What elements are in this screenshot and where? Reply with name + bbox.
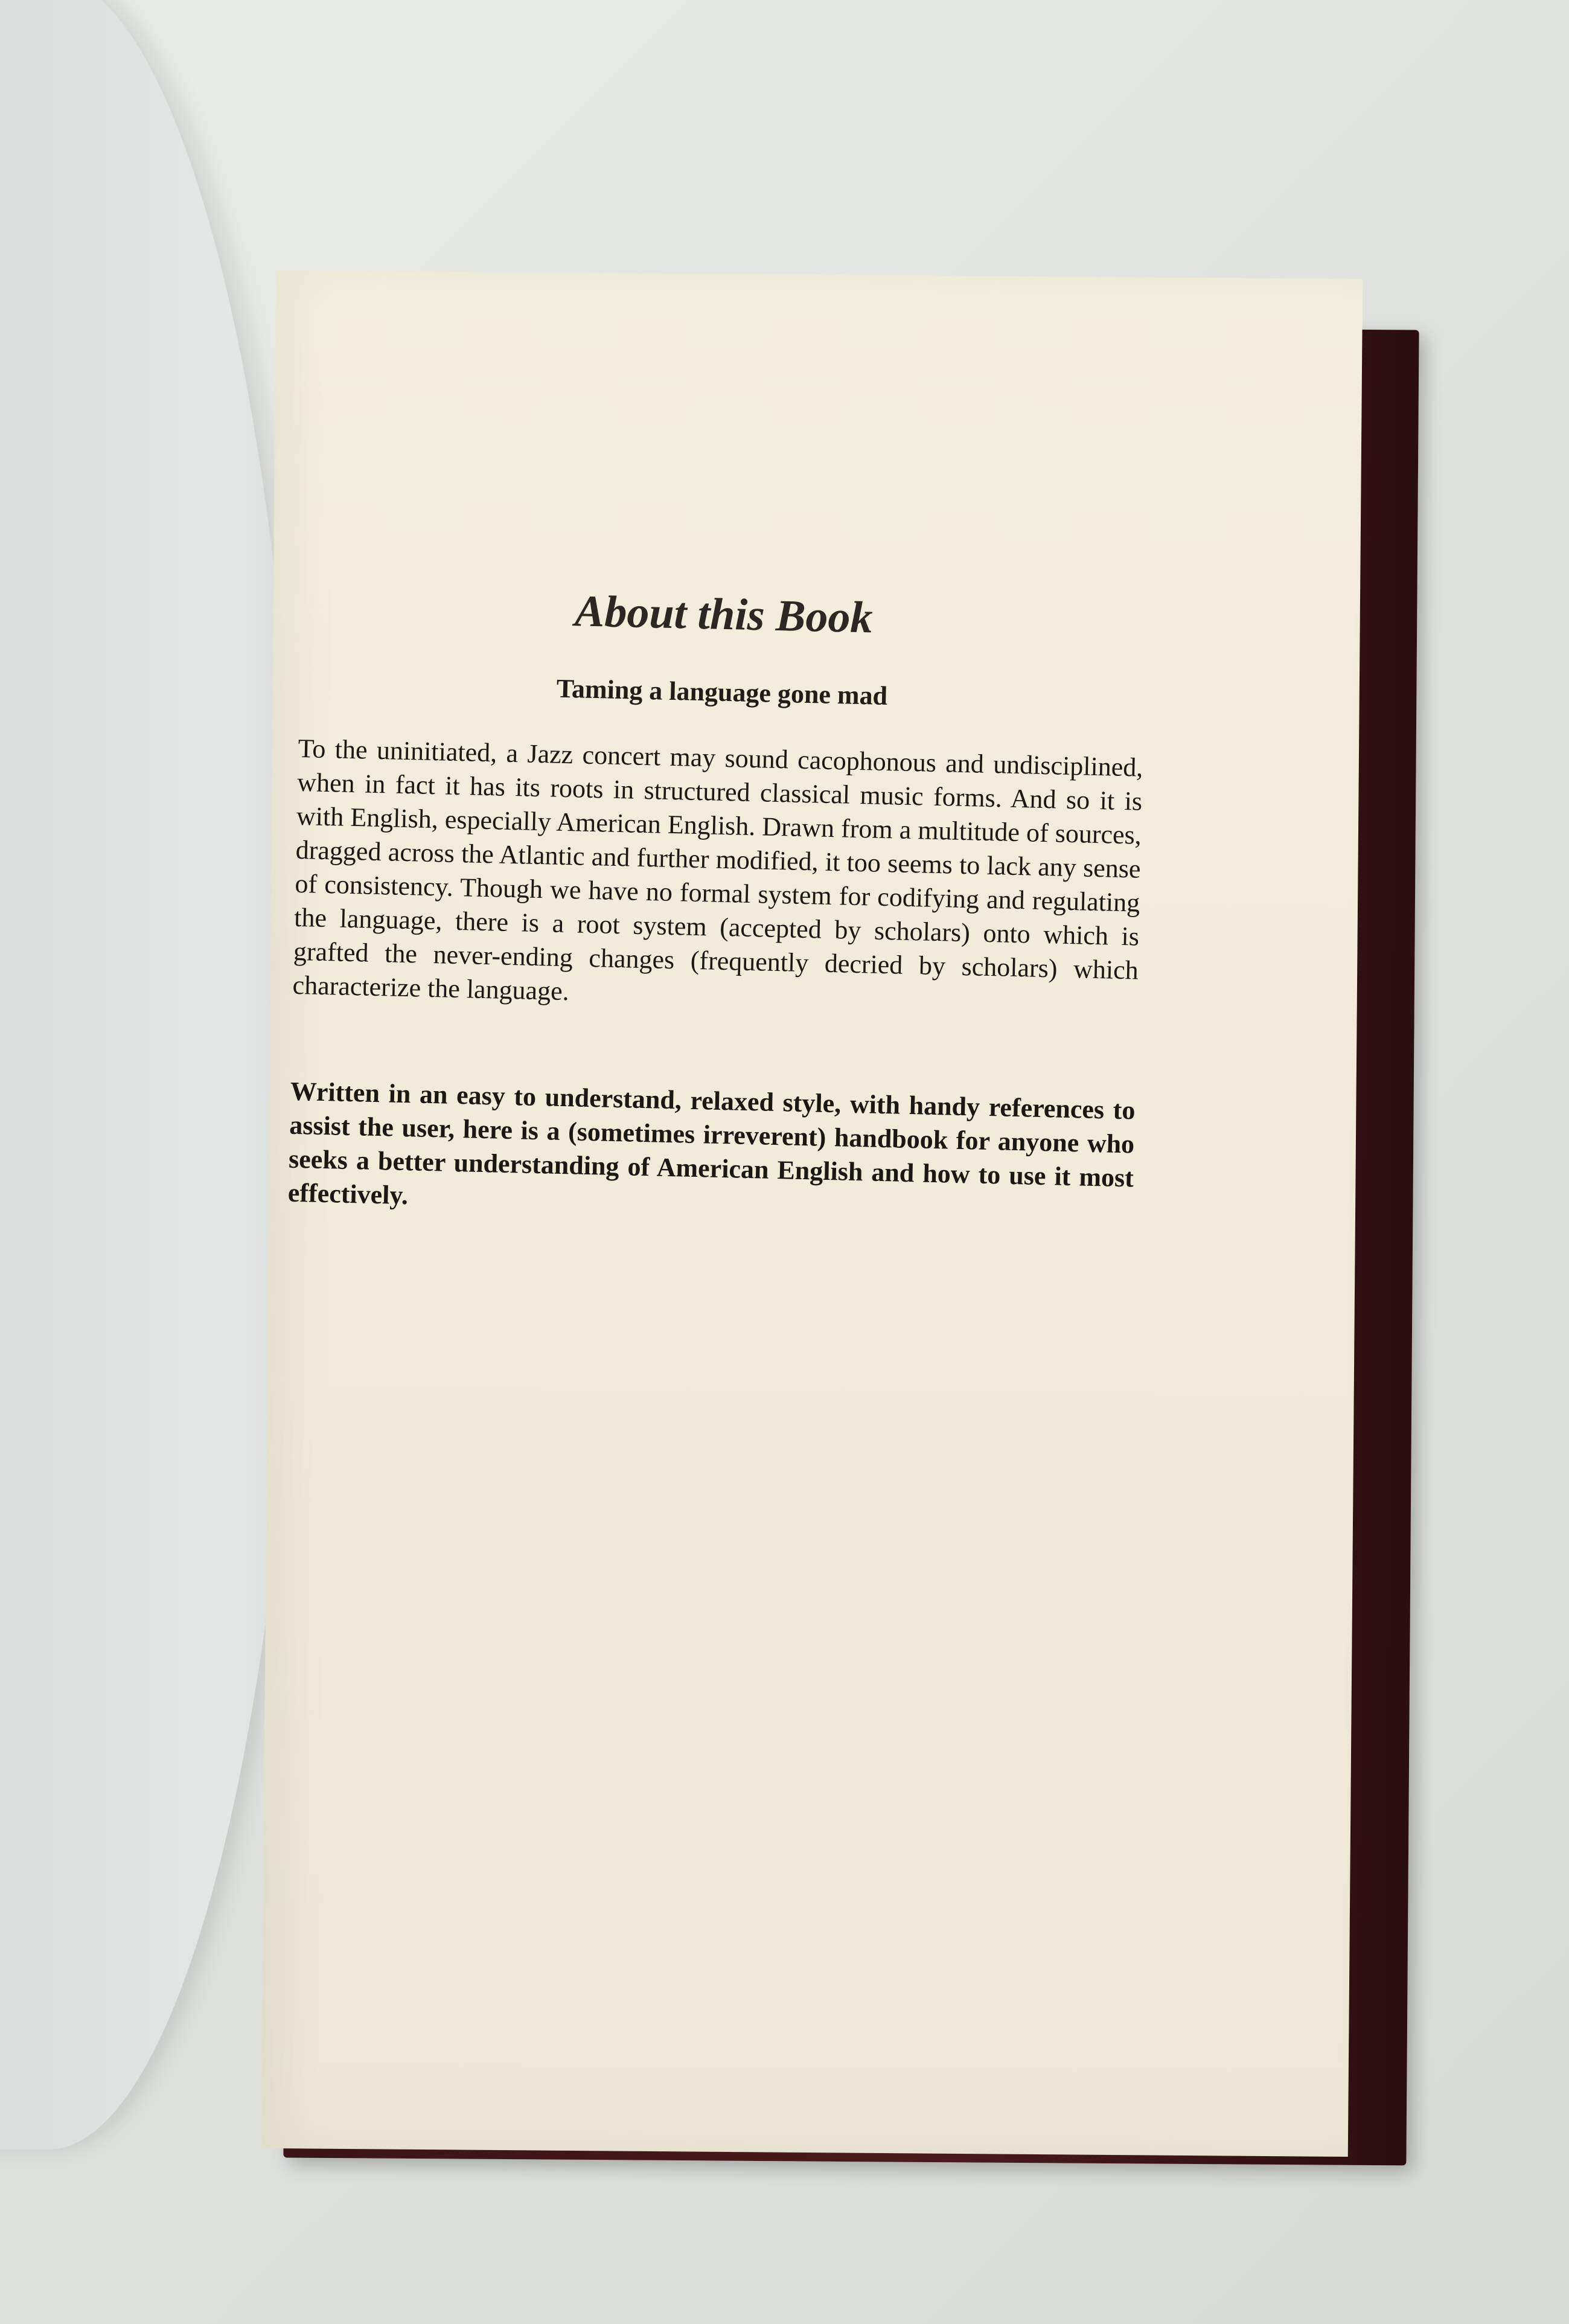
- paragraph-intro: To the uninitiated, a Jazz concert may sound cacophonous and undisciplined, when in fact it has its roots in structured classical music forms. And so it is with English, especially American English. Drawn from a multitude of sources, dragged across the Atlantic and further modified, it too seems to lack any sense of consistency. Though we have no formal system for codifying and regulating the language, there is a root system (accepted by scholars) onto which is grafted the never-ending changes (frequently decried by scholars) which characterize the language.: [292, 733, 1143, 1007]
- page-text: [286, 580, 1147, 1301]
- left-facing-page: [0, 0, 302, 2150]
- page-heading: About this Book: [574, 586, 874, 643]
- paragraph-summary: Written in an easy to understand, relaxed style, with handy references to assist the user, here is a (sometimes irreverent) handbook for anyone who seeks a better understanding of American English and how to use it most effectively.: [287, 1076, 1136, 1211]
- page-subheading: Taming a language gone mad: [556, 673, 888, 711]
